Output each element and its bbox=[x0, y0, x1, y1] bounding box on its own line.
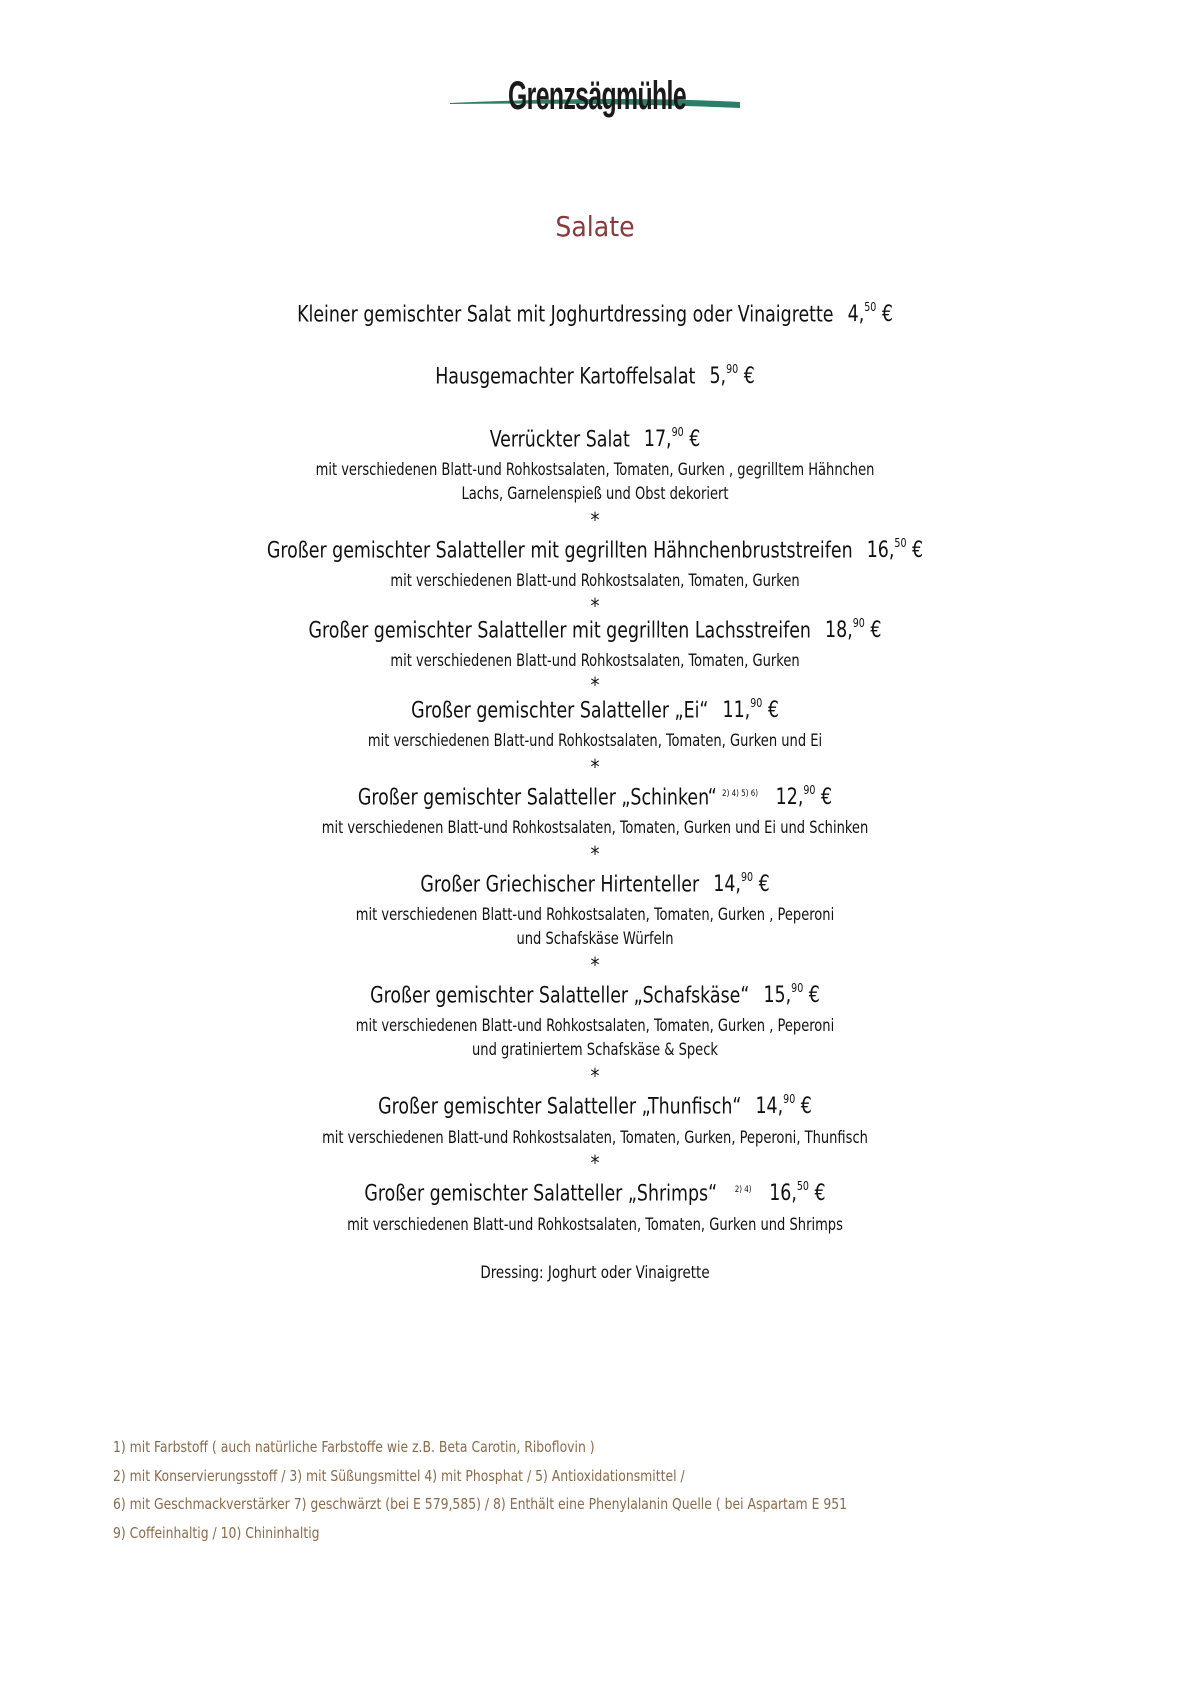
item-description: mit verschiedenen Blatt-und Rohkostsalaten, Tomaten, Gurken , Peperoni bbox=[355, 905, 835, 924]
footnote: 2) mit Konservierungsstoff / 3) mit Süßungsmittel 4) mit Phosphat / 5) Antioxidationsmittel / bbox=[113, 1466, 685, 1485]
item-name: Großer gemischter Salatteller „Ei“ bbox=[411, 698, 709, 724]
item-description: mit verschiedenen Blatt-und Rohkostsalaten, Tomaten, Gurken , Peperoni bbox=[355, 1016, 835, 1035]
item-name: Großer gemischter Salatteller mit gegrillten Hähnchenbruststreifen bbox=[266, 538, 853, 564]
item-description: mit verschiedenen Blatt-und Rohkostsalaten, Tomaten, Gurken bbox=[390, 651, 800, 670]
item-price: 4,50 € bbox=[847, 300, 893, 328]
item-price: 14,90 € bbox=[713, 870, 770, 898]
separator-star: * bbox=[590, 755, 600, 779]
item-name: Hausgemachter Kartoffelsalat bbox=[435, 364, 696, 390]
item-description: und Schafskäse Würfeln bbox=[516, 929, 674, 948]
menu-item bbox=[71, 698, 1118, 723]
menu-item bbox=[71, 538, 1118, 563]
footnote: 1) mit Farbstoff ( auch natürliche Farbstoffe wie z.B. Beta Carotin, Riboflovin ) bbox=[113, 1438, 595, 1456]
logo-text: Grenzsägmühle bbox=[508, 74, 686, 118]
allergen-codes: 2) 4) 5) 6) bbox=[722, 789, 759, 799]
separator-star: * bbox=[590, 594, 600, 618]
item-name: Großer gemischter Salatteller „Shrimps“ bbox=[364, 1181, 718, 1207]
allergen-codes: 2) 4) bbox=[734, 1185, 752, 1195]
menu-item bbox=[71, 1094, 1118, 1119]
item-description: und gratiniertem Schafskäse & Speck bbox=[472, 1040, 718, 1059]
item-name: Großer gemischter Salatteller „Thunfisch“ bbox=[378, 1094, 742, 1120]
item-name: Großer Griechischer Hirtenteller bbox=[420, 872, 700, 898]
item-price: 18,90 € bbox=[825, 616, 882, 644]
item-price: 14,90 € bbox=[755, 1092, 812, 1120]
item-description: mit verschiedenen Blatt-und Rohkostsalaten, Tomaten, Gurken und Shrimps bbox=[347, 1215, 843, 1234]
item-name: Großer gemischter Salatteller „Schafskäse“ bbox=[370, 983, 750, 1009]
menu-item bbox=[71, 872, 1118, 897]
menu-item bbox=[71, 983, 1118, 1008]
separator-star: * bbox=[590, 673, 600, 697]
item-name: Kleiner gemischter Salat mit Joghurtdressing oder Vinaigrette bbox=[297, 302, 834, 328]
item-description: Lachs, Garnelenspieß und Obst dekoriert bbox=[461, 484, 729, 503]
item-price: 16,50 € bbox=[769, 1179, 826, 1207]
item-description: mit verschiedenen Blatt-und Rohkostsalaten, Tomaten, Gurken bbox=[390, 571, 800, 590]
item-price: 17,90 € bbox=[643, 425, 701, 453]
separator-star: * bbox=[590, 842, 600, 866]
page-title: Salate bbox=[555, 210, 635, 243]
separator-star: * bbox=[590, 1151, 600, 1175]
separator-star: * bbox=[590, 953, 600, 977]
item-price: 11,90 € bbox=[722, 696, 779, 724]
item-name: Großer gemischter Salatteller „Schinken“ bbox=[357, 785, 717, 811]
menu-item bbox=[71, 618, 1118, 643]
item-description: mit verschiedenen Blatt-und Rohkostsalaten, Tomaten, Gurken , gegrilltem Hähnchen bbox=[315, 460, 875, 479]
item-description: mit verschiedenen Blatt-und Rohkostsalaten, Tomaten, Gurken und Ei und Schinken bbox=[321, 818, 869, 837]
item-price: 15,90 € bbox=[763, 981, 820, 1009]
item-price: 5,90 € bbox=[709, 362, 755, 390]
item-name: Verrückter Salat bbox=[489, 427, 630, 453]
item-description: mit verschiedenen Blatt-und Rohkostsalaten, Tomaten, Gurken, Peperoni, Thunfisch bbox=[322, 1128, 868, 1147]
menu-item bbox=[71, 1181, 1118, 1206]
footnote: 6) mit Geschmackverstärker 7) geschwärzt (bei E 579,585) / 8) Enthält eine Phenylalanin Quelle ( bei Aspartam E 951 bbox=[113, 1495, 848, 1513]
allergen-footnotes bbox=[113, 1438, 911, 1552]
menu-item bbox=[71, 302, 1118, 327]
footnote: 9) Coffeinhaltig / 10) Chininhaltig bbox=[113, 1523, 320, 1542]
item-description: mit verschiedenen Blatt-und Rohkostsalaten, Tomaten, Gurken und Ei bbox=[367, 731, 823, 750]
item-name: Großer gemischter Salatteller mit gegrillten Lachsstreifen bbox=[308, 618, 811, 644]
item-price: 12,90 € bbox=[775, 783, 833, 811]
separator-star: * bbox=[590, 1064, 600, 1088]
menu-item bbox=[71, 364, 1118, 389]
logo bbox=[450, 68, 740, 130]
separator-star: * bbox=[590, 508, 600, 532]
menu-item bbox=[71, 785, 1118, 810]
dressing-note: Dressing: Joghurt oder Vinaigrette bbox=[480, 1263, 710, 1283]
menu-item bbox=[71, 427, 1118, 452]
item-price: 16,50 € bbox=[866, 536, 924, 564]
